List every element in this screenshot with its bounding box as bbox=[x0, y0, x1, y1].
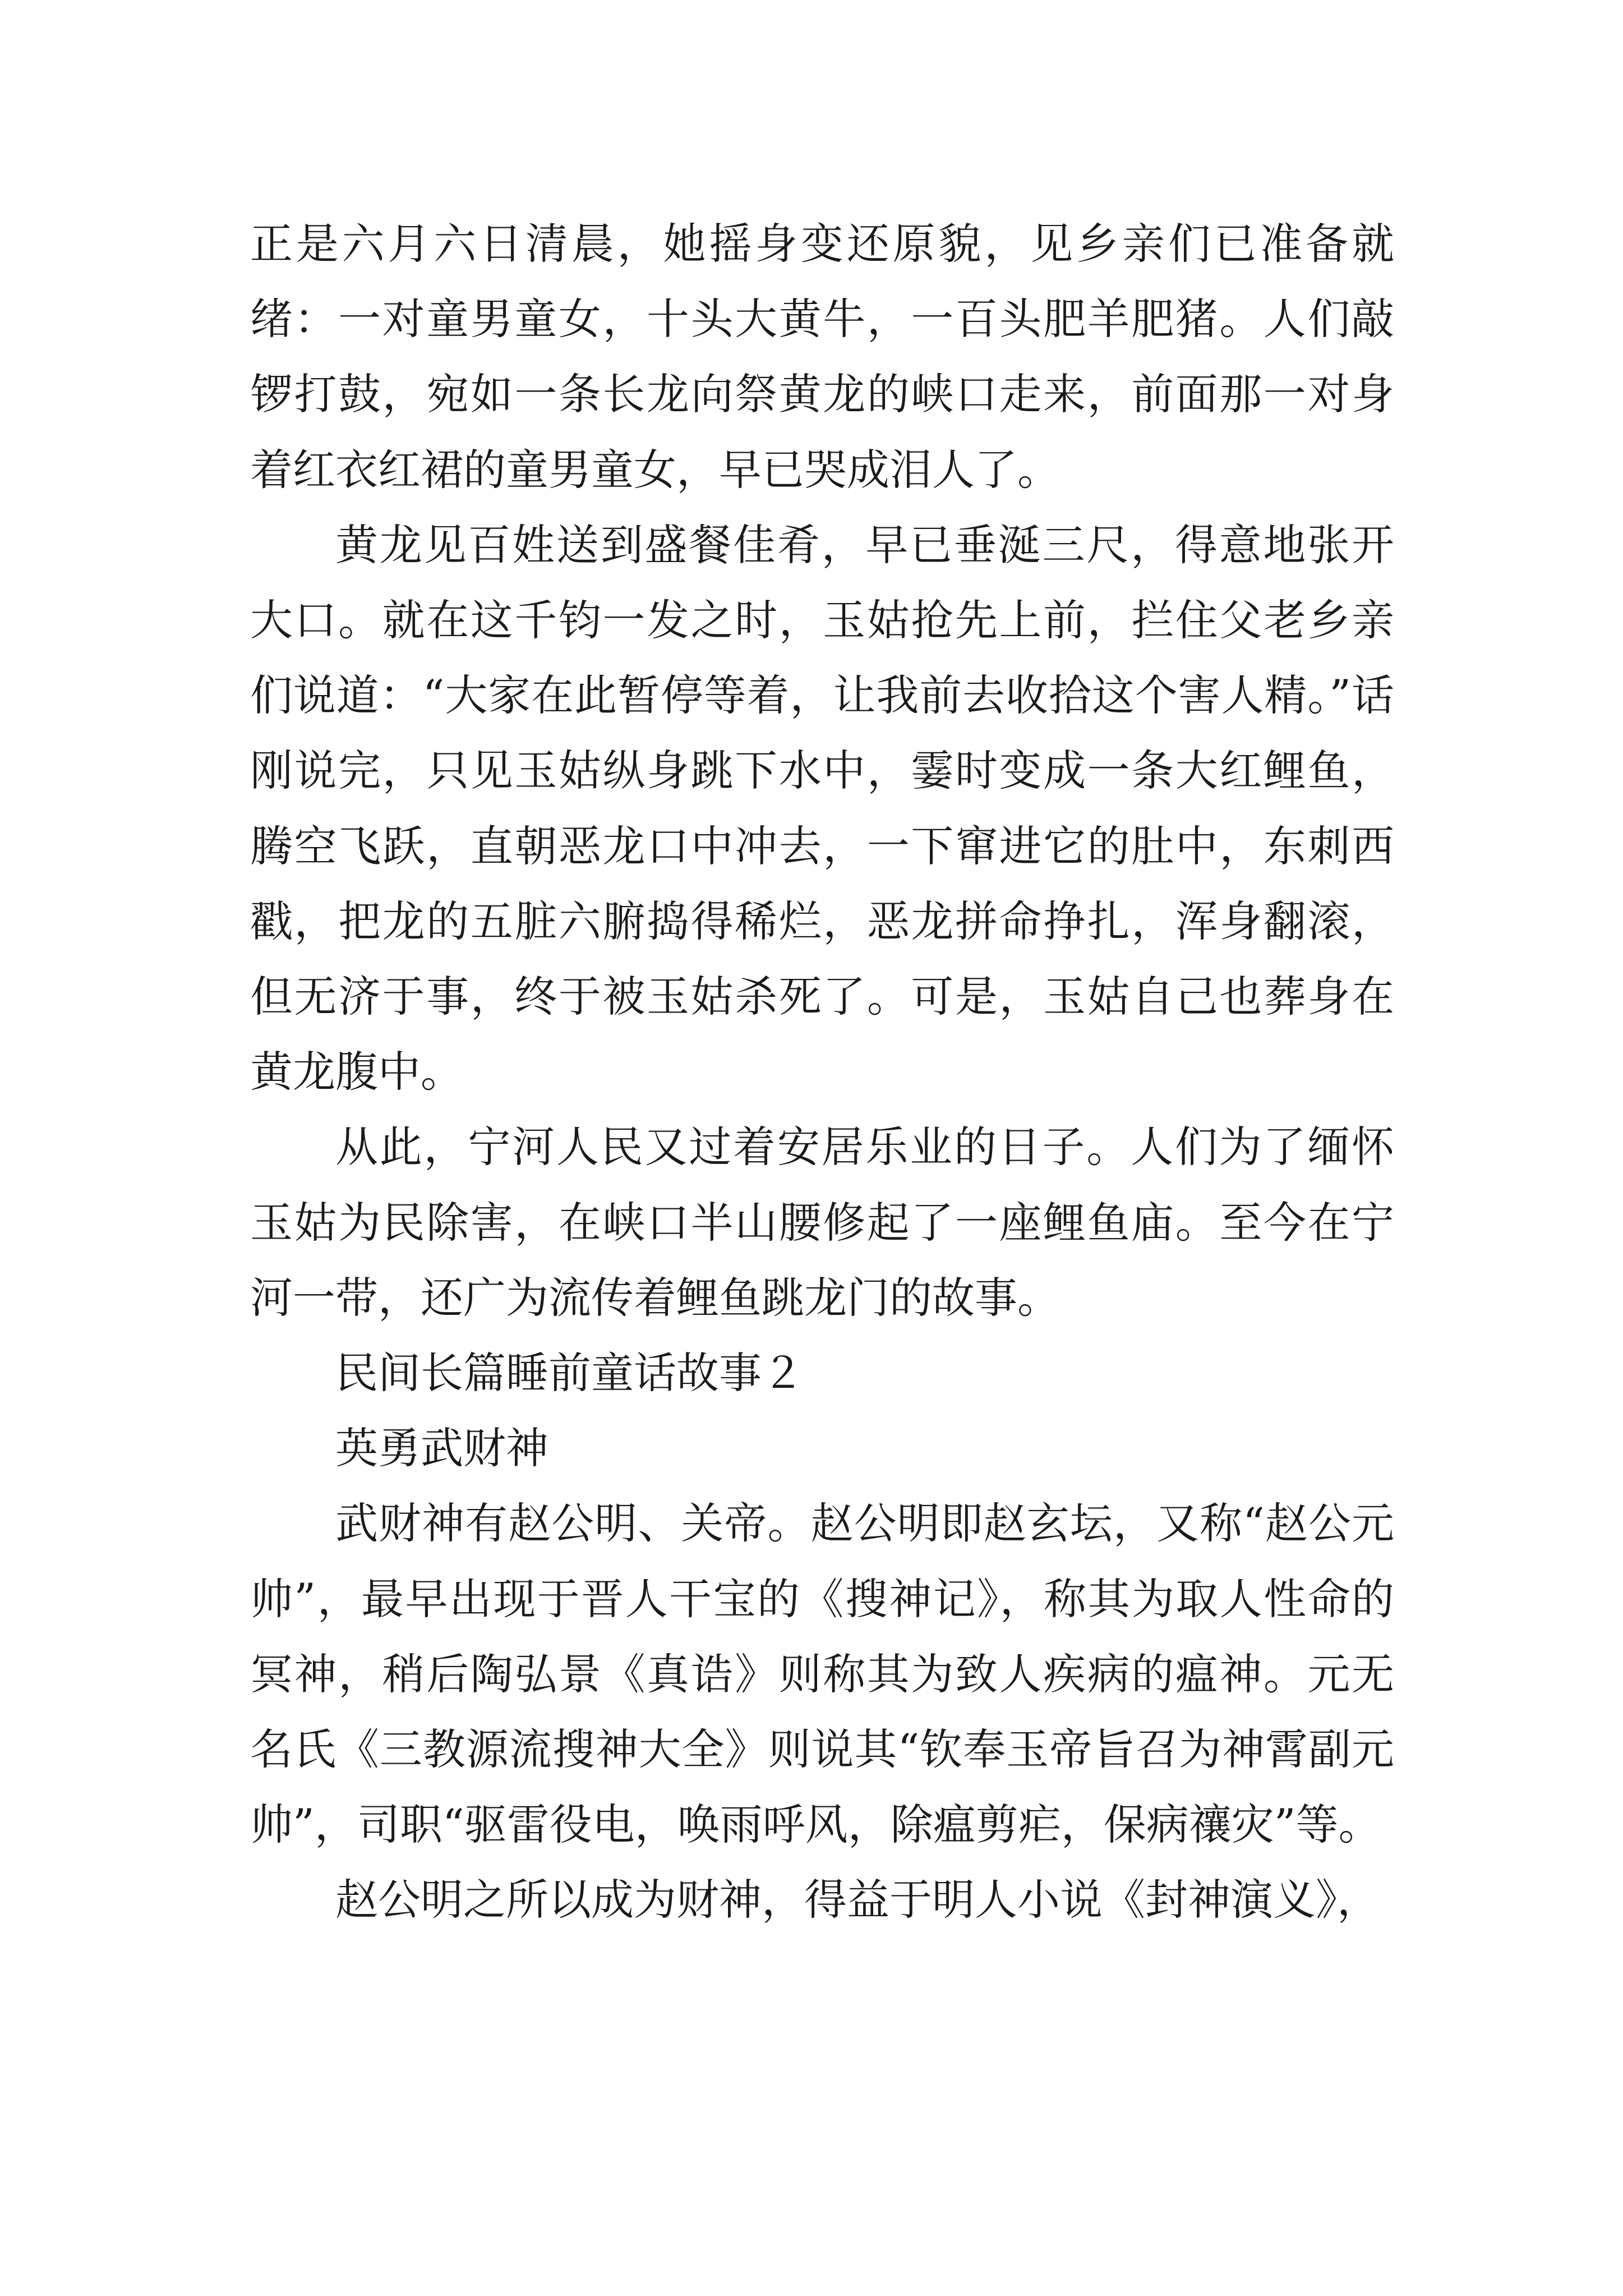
paragraph: 黄龙见百姓送到盛餐佳肴，早已垂涎三尺，得意地张开大口。就在这千钧一发之时，玉姑抢先上前，拦住父老乡亲们说道：“大家在此暂停等着，让我前去收拾这个害人精。”话刚说完，只见玉姑纵身跳下水中，霎时变成一条大红鲤鱼，腾空飞跃，直朝恶龙口中冲去，一下窜进它的肚中，东刺西戳，把龙的五脏六腑捣得稀烂，恶龙拼命挣扎，浑身翻滚，但无济于事，终于被玉姑杀死了。可是，玉姑自己也葬身在黄龙腹中。 bbox=[250, 519, 1394, 1097]
section-heading: 民间长篇睡前童话故事２ bbox=[335, 1348, 804, 1398]
paragraph: 武财神有赵公明、关帝。赵公明即赵玄坛，又称“赵公元帅”，最早出现于晋人干宝的《搜神记》，称其为取人性命的冥神，稍后陶弘景《真诰》则称其为致人疾病的瘟神。元无名氏《三教源流搜神大全》则说其“钦奉玉帝旨召为神霄副元帅”，司职“驱雷役电，唤雨呼风，除瘟剪疟，保病禳灾”等。 bbox=[250, 1498, 1394, 1850]
paragraph: 赵公明之所以成为财神，得益于明人小说《封神演义》， bbox=[335, 1875, 1380, 1925]
story-title: 英勇武财神 bbox=[335, 1423, 548, 1474]
paragraph: 从此，宁河人民又过着安居乐业的日子。人们为了缅怀玉姑为民除害，在峡口半山腰修起了一座鲤鱼庙。至今在宁河一带，还广为流传着鲤鱼跳龙门的故事。 bbox=[250, 1122, 1394, 1323]
paragraph-continuation: 正是六月六日清晨，她摇身变还原貌，见乡亲们已准备就绪：一对童男童女，十头大黄牛，一百头肥羊肥猪。人们敲锣打鼓，宛如一条长龙向祭黄龙的峡口走来，前面那一对身着红衣红裙的童男童女，早已哭成泪人了。 bbox=[250, 219, 1394, 495]
document-body bbox=[250, 206, 1394, 1938]
